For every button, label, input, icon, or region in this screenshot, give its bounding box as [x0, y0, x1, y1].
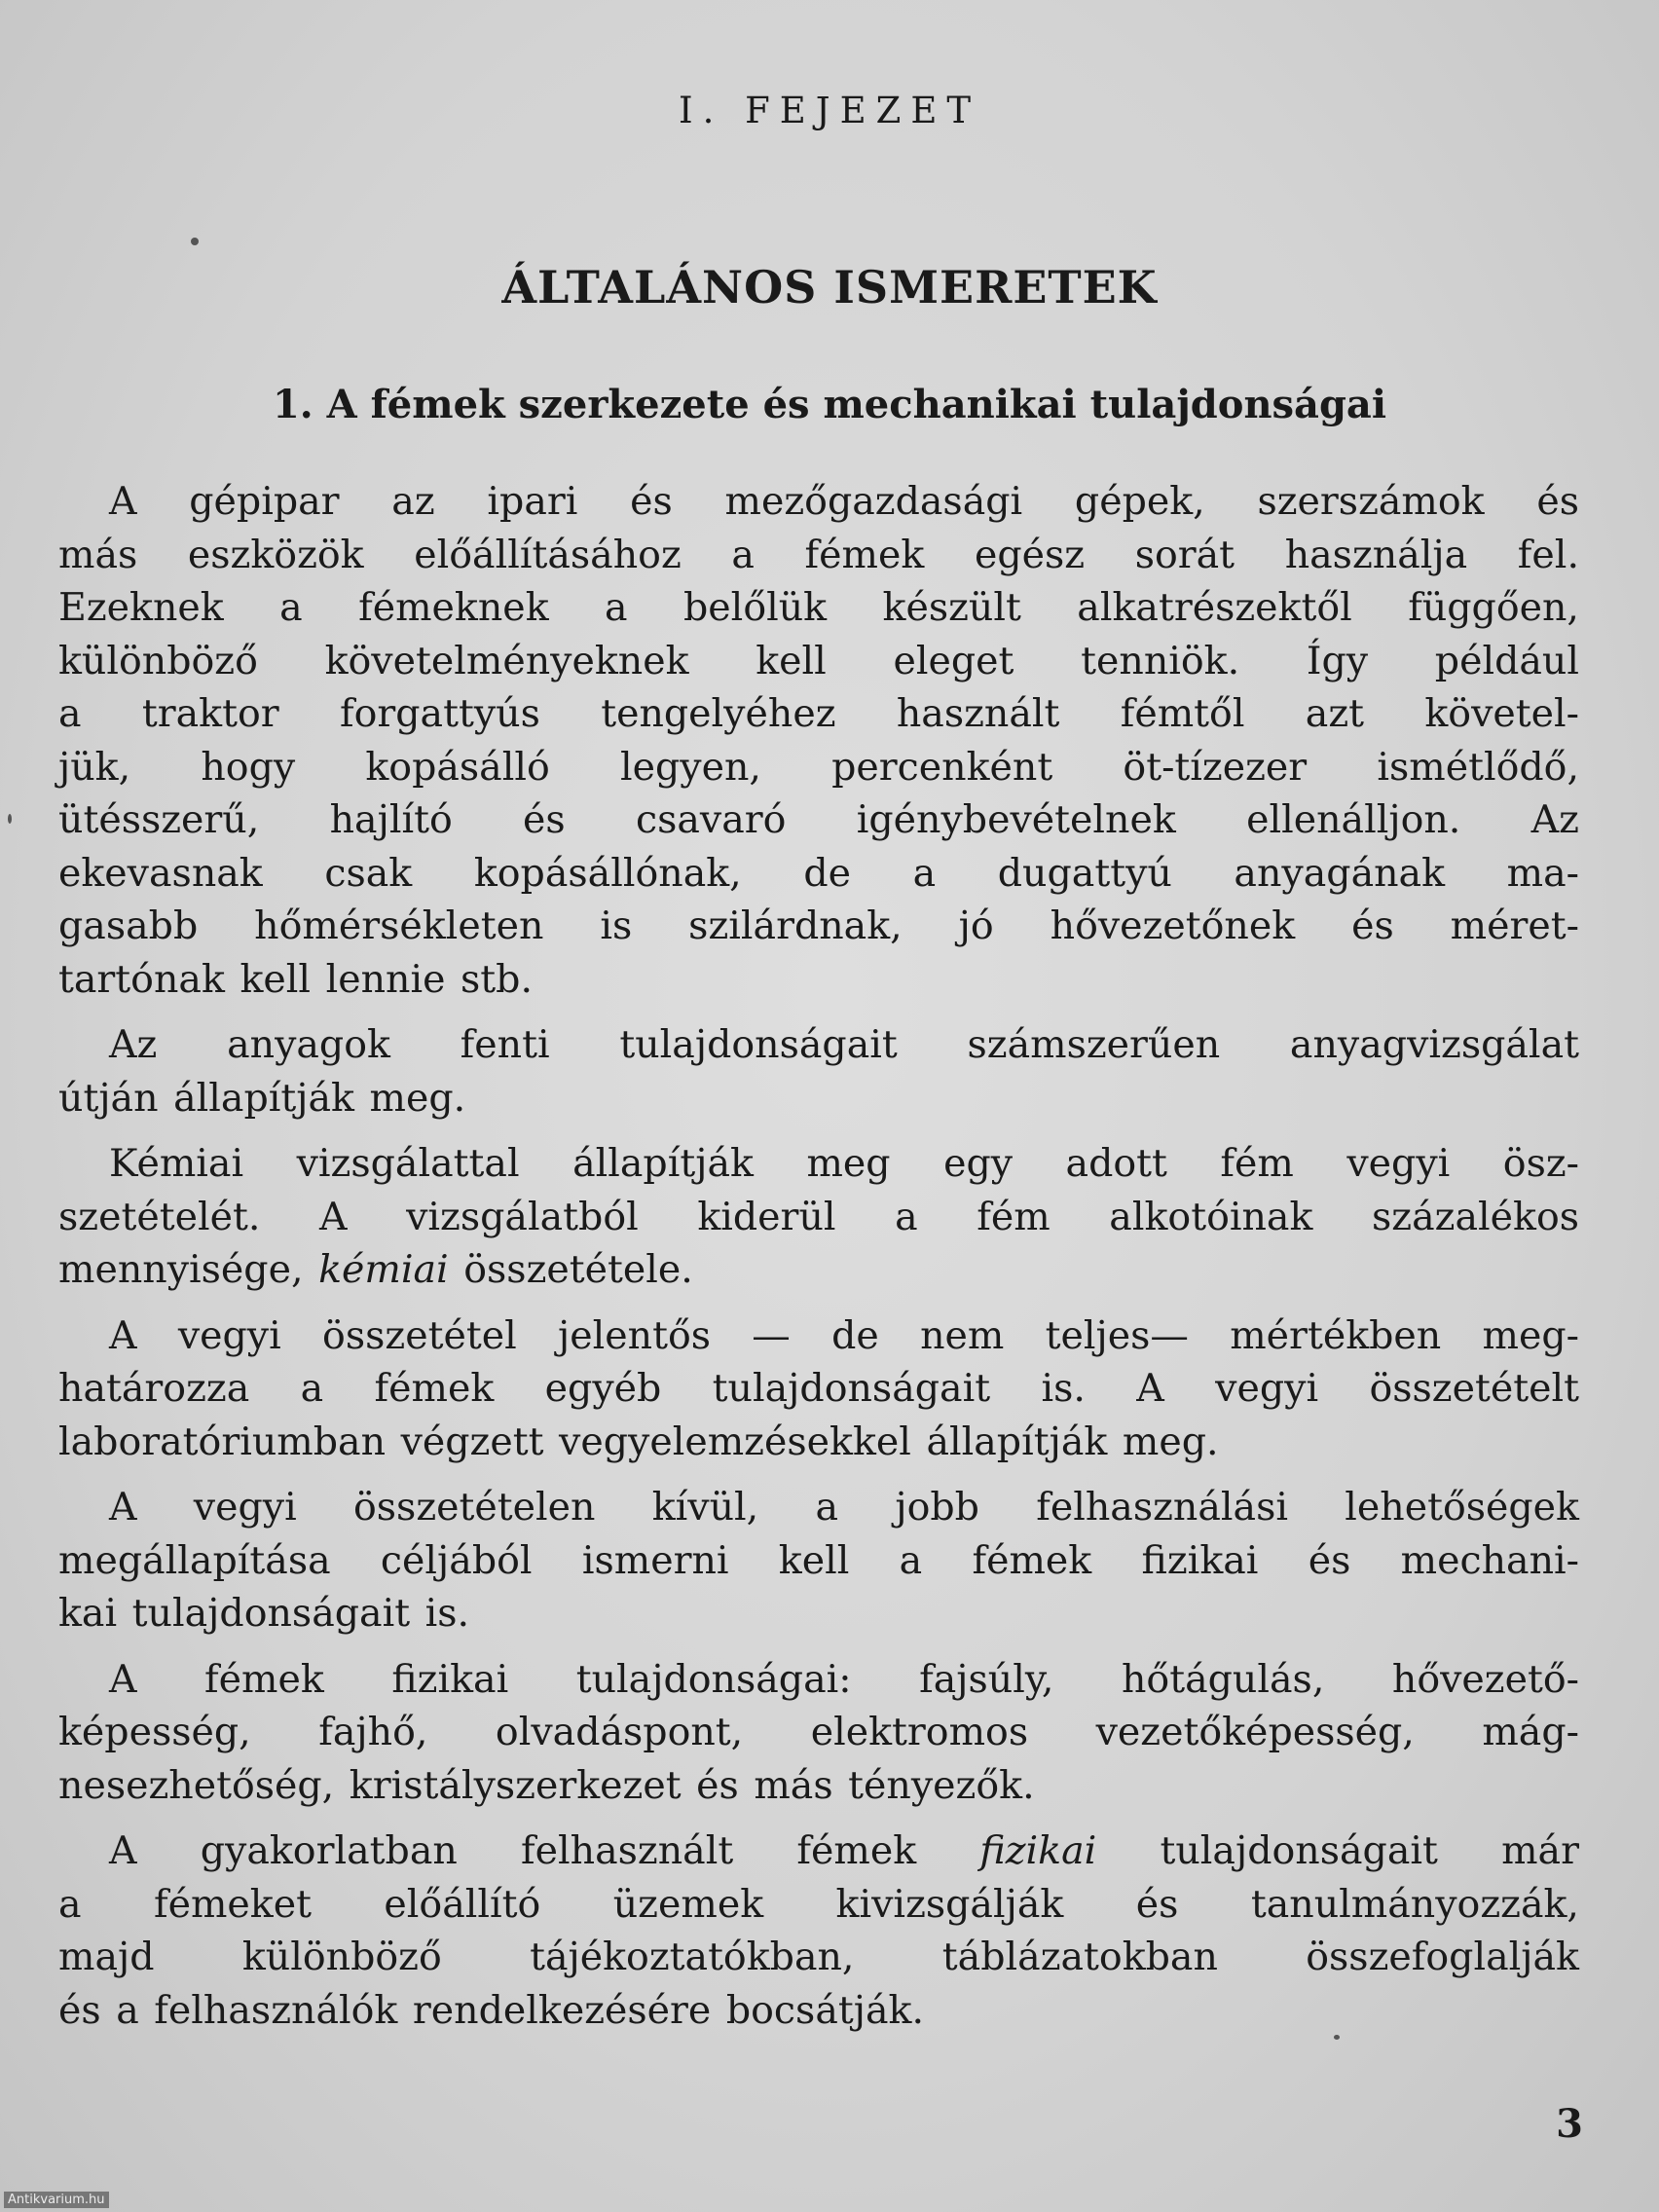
text-line: laboratóriumban végzett vegyelemzésekkel állapítják meg.: [58, 1419, 1219, 1464]
text-line: A fémek fizikai tulajdonságai: fajsúly, hőtágulás, hővezető-: [109, 1656, 1579, 1702]
text-line: ekevasnak csak kopásállónak, de a dugattyú anyagának ma-: [58, 850, 1579, 896]
text-line: megállapítása céljából ismerni kell a fémek fizikai és mechani-: [58, 1537, 1579, 1583]
text-line: A gépipar az ipari és mezőgazdasági gépek, szerszámok és: [109, 479, 1579, 524]
text-line: gasabb hőmérsékleten is szilárdnak, jó hővezetőnek és méret-: [58, 903, 1579, 948]
text-line: útján állapítják meg.: [58, 1075, 466, 1121]
paragraph: [58, 1653, 1579, 1813]
paragraph: [58, 1018, 1579, 1124]
paragraph: [58, 1825, 1579, 2037]
section-heading: 1. A fémek szerkezete és mechanikai tulajdonságai: [272, 382, 1387, 427]
paper-speck: [8, 814, 12, 824]
text-line: kai tulajdonságait is.: [58, 1591, 470, 1636]
page-number: 3: [1556, 2101, 1583, 2147]
text-line: szetételét. A vizsgálatból kiderül a fém alkotóinak százalékos: [58, 1194, 1579, 1239]
chapter-label: I. FEJEZET: [678, 90, 981, 131]
text-line: határozza a fémek egyéb tulajdonságait is. A vegyi összetételt: [58, 1366, 1579, 1411]
text-line: [58, 1825, 1579, 1878]
text-line: Kémiai vizsgálattal állapítják meg egy adott fém vegyi ösz-: [109, 1141, 1579, 1186]
watermark: Antikvarium.hu: [4, 2192, 109, 2208]
body-text: [58, 475, 1579, 2049]
text-line: Az anyagok fenti tulajdonságait számszerűen anyagvizsgálat: [109, 1022, 1579, 1067]
text-run: A gyakorlatban felhasznált fémek: [109, 1828, 980, 1873]
text-run: mennyisége,: [58, 1247, 319, 1292]
text-run: tulajdonságait már: [1096, 1828, 1579, 1873]
text-line: különböző követelményeknek kell eleget tenniök. Így például: [58, 638, 1579, 683]
text-line: képesség, fajhő, olvadáspont, elektromos vezetőképesség, mág-: [58, 1710, 1579, 1754]
text-line: A vegyi összetétel jelentős — de nem teljes— mértékben meg-: [109, 1312, 1579, 1358]
text-line: és a felhasználók rendelkezésére bocsátják.: [58, 1987, 925, 2033]
paper-speck: [1334, 2035, 1340, 2040]
text-run: összetétele.: [448, 1247, 693, 1292]
paragraph: [58, 1137, 1579, 1297]
paragraph: [58, 1481, 1579, 1641]
italic-term: kémiai: [318, 1247, 449, 1292]
main-title: ÁLTALÁNOS ISMERETEK: [501, 261, 1158, 313]
text-line: a traktor forgattyús tengelyéhez használt fémtől azt követel-: [58, 691, 1579, 736]
text-line: ütésszerű, hajlító és csavaró igénybevételnek ellenálljon. Az: [58, 797, 1579, 842]
text-line: A vegyi összetételen kívül, a jobb felhasználási lehetőségek: [109, 1485, 1579, 1530]
paragraph: [58, 1309, 1579, 1469]
text-line: nesezhetőség, kristályszerkezet és más tényezők.: [58, 1762, 1035, 1808]
paragraph: [58, 475, 1579, 1006]
paper-speck: [191, 238, 199, 245]
text-line: [58, 1243, 1579, 1297]
text-line: a fémeket előállító üzemek kivizsgálják és tanulmányozzák,: [58, 1881, 1579, 1927]
text-line: tartónak kell lennie stb.: [58, 956, 534, 1002]
text-line: jük, hogy kopásálló legyen, percenként öt-tízezer ismétlődő,: [58, 744, 1579, 790]
text-line: majd különböző tájékoztatókban, táblázatokban összefoglalják: [58, 1935, 1579, 1979]
text-line: Ezeknek a fémeknek a belőlük készült alkatrészektől függően,: [58, 585, 1579, 630]
text-line: más eszközök előállításához a fémek egész sorát használja fel.: [58, 532, 1579, 577]
italic-term: fizikai: [979, 1828, 1097, 1873]
